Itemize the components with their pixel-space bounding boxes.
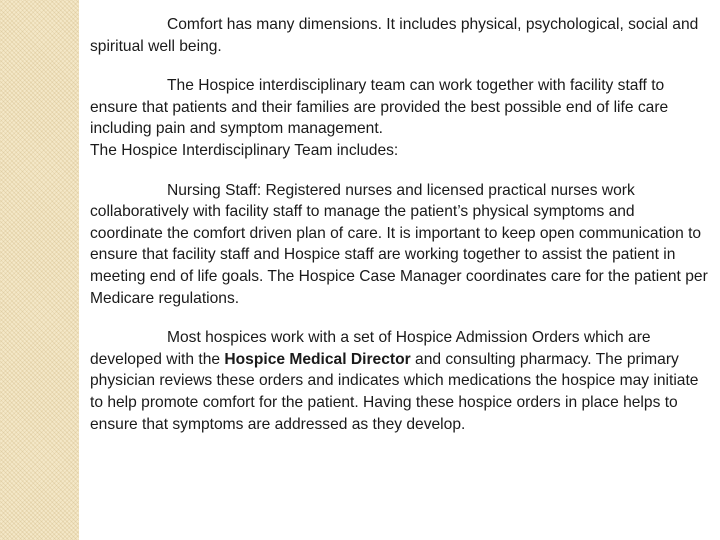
admission-orders-text-after: and consulting pharmacy. The primary physician reviews these orders and indicates which medications the hospice may initiate to help promote comfort for the patient. Having these hospice orders in place helps to ensure that symptoms are addressed as they develop. xyxy=(90,350,699,433)
comfort-term: Comfort xyxy=(167,16,223,33)
nursing-staff-term: Nursing Staff: xyxy=(167,181,262,199)
nursing-staff-description: Registered nurses and licensed practical nurses work collaboratively with facility staff to manage the patient’s physical symptoms and coordinate the comfort driven plan of care. It is important to keep open communication to ensure that facility staff and Hospice staff are working together to assist the patient in meeting end of life goals. The Hospice Case Manager coordinates care for the patient per Medicare regulations. xyxy=(90,181,708,307)
decorative-side-strip xyxy=(0,0,79,540)
nursing-staff-paragraph xyxy=(90,180,710,310)
medical-director-term: Hospice Medical Director xyxy=(224,350,411,368)
team-paragraph: The Hospice interdisciplinary team can work together with facility staff to ensure that patients and their families are provided the best possible end of life care including pain and symptom management. xyxy=(90,77,669,138)
comfort-paragraph xyxy=(90,14,710,57)
slide-body xyxy=(90,14,710,435)
admission-orders-text-before: Most hospices work with a set of Hospice Admission Orders which are developed with the xyxy=(90,329,651,368)
team-includes-line: The Hospice Interdisciplinary Team includes: xyxy=(90,141,399,159)
comfort-description: has many dimensions. It includes physical, psychological, social and spiritual well being. xyxy=(90,16,699,55)
admission-orders-paragraph xyxy=(90,327,710,435)
